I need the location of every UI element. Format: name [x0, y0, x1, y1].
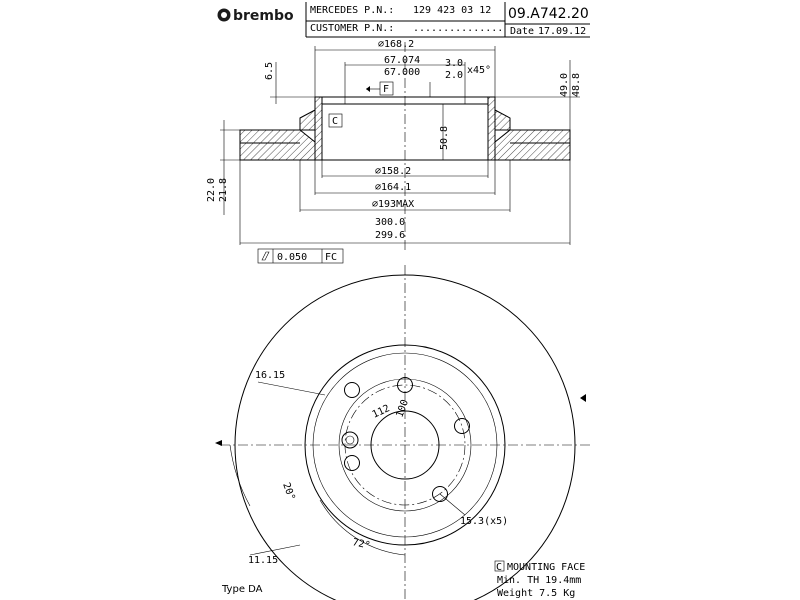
dim-dia-67-lower: 67.000 — [384, 67, 421, 78]
footer-notes — [221, 561, 585, 599]
mercedes-pn-value: 129 423 03 12 — [413, 5, 492, 16]
dim-thickness-upper: 22.0 — [206, 177, 217, 202]
runout-value: 0.050 — [277, 252, 308, 263]
title-block — [218, 2, 591, 37]
part-number: 09.A742.20 — [508, 6, 589, 22]
dim-dia-164: ⌀164.1 — [375, 182, 412, 193]
runout-reference: FC — [325, 252, 338, 263]
dim-height-lower: 48.8 — [571, 72, 582, 97]
dim-dia-168: ⌀168.2 — [378, 39, 415, 50]
customer-pn-value: ............... — [413, 23, 504, 34]
type-label: Type DA — [222, 584, 263, 595]
dim-dia-193: ⌀193MAX — [372, 199, 415, 210]
mounting-face-note: MOUNTING FACE — [507, 562, 586, 573]
dim-dia-300-lower: 299.6 — [375, 230, 406, 241]
datum-f: F — [383, 84, 390, 95]
dim-depth-50-8: 50.8 — [439, 125, 450, 150]
pcd-112: 112 — [370, 403, 392, 421]
mercedes-pn-label: MERCEDES P.N.: — [310, 5, 395, 16]
customer-pn-label: CUSTOMER P.N.: — [310, 23, 395, 34]
dim-dia-158: ⌀158.2 — [375, 166, 412, 177]
brand-name: brembo — [233, 8, 294, 24]
angle-72: 72° — [351, 537, 372, 552]
dim-chamfer-upper: 3.0 — [445, 58, 464, 69]
min-thickness-note: Min. TH 19.4mm — [497, 575, 582, 586]
svg-text:C: C — [496, 562, 503, 573]
section-view — [206, 39, 582, 263]
datum-c: C — [332, 116, 339, 127]
dim-11-15: 11.15 — [248, 555, 279, 566]
dim-chamfer-lower: 2.0 — [445, 70, 464, 81]
dim-chamfer-angle: x45° — [467, 65, 492, 76]
runout-tolerance-frame — [258, 249, 343, 263]
dim-height-upper: 49.0 — [559, 72, 570, 97]
dim-hat-height: 6.5 — [264, 61, 275, 80]
date-label: Date — [510, 26, 535, 37]
dim-dia-300-upper: 300.0 — [375, 217, 406, 228]
weight-note: Weight 7.5 Kg — [497, 588, 576, 599]
dim-16-15: 16.15 — [255, 370, 286, 381]
dim-dia-67-upper: 67.074 — [384, 55, 421, 66]
dim-thickness-lower: 21.8 — [218, 177, 229, 202]
brembo-logo — [218, 8, 295, 24]
angle-20: 20° — [280, 481, 297, 502]
pcd-100: 100 — [394, 398, 411, 420]
date-value: 17.09.12 — [538, 26, 587, 37]
holes-spec: 15.3(x5) — [460, 516, 509, 527]
bolt-holes — [342, 378, 470, 502]
front-view — [215, 265, 590, 600]
